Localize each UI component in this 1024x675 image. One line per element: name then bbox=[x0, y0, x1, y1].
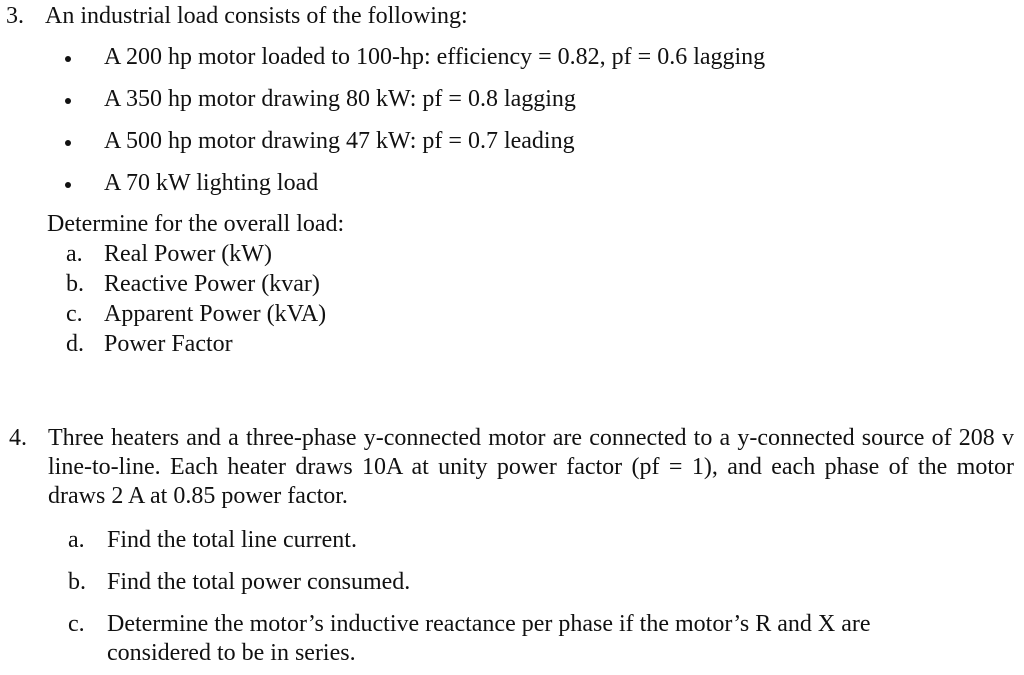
question-4-text: Three heaters and a three-phase y-connected motor are connected to a y-connected source of 208 v line-to-line. Each heater draws 10A at unity power factor (pf = 1), and each phase of the motor draws 2 A at 0.85 power factor. bbox=[48, 425, 1014, 509]
bullet-text: A 70 kW lighting load bbox=[104, 170, 319, 196]
bullet-icon bbox=[65, 56, 71, 62]
question-3-intro: An industrial load consists of the following: bbox=[45, 3, 468, 29]
item-text: Reactive Power (kvar) bbox=[104, 271, 320, 297]
item-text: Find the total power consumed. bbox=[107, 569, 411, 595]
question-3-prompt: Determine for the overall load: bbox=[47, 211, 345, 237]
bullet-text: A 350 hp motor drawing 80 kW: pf = 0.8 lagging bbox=[104, 86, 576, 112]
bullet-text: A 200 hp motor loaded to 100-hp: efficiency = 0.82, pf = 0.6 lagging bbox=[104, 44, 766, 70]
item-text: Apparent Power (kVA) bbox=[104, 301, 327, 327]
item-letter: c. bbox=[68, 611, 85, 637]
item-text: Determine the motor’s inductive reactance per phase if the motor’s R and X are considered to be in series. bbox=[107, 611, 871, 666]
item-text: Real Power (kW) bbox=[104, 241, 272, 267]
item-letter: c. bbox=[66, 301, 83, 327]
bullet-icon bbox=[65, 98, 71, 104]
item-text: Find the total line current. bbox=[107, 527, 357, 553]
item-letter: b. bbox=[68, 569, 86, 595]
item-letter: d. bbox=[66, 331, 84, 357]
item-text: Power Factor bbox=[104, 331, 233, 357]
bullet-icon bbox=[65, 140, 71, 146]
question-3-number: 3. bbox=[6, 3, 24, 29]
item-letter: a. bbox=[68, 527, 85, 553]
bullet-text: A 500 hp motor drawing 47 kW: pf = 0.7 leading bbox=[104, 128, 575, 154]
item-letter: b. bbox=[66, 271, 84, 297]
bullet-icon bbox=[65, 182, 71, 188]
item-letter: a. bbox=[66, 241, 83, 267]
question-4-number: 4. bbox=[9, 425, 27, 451]
